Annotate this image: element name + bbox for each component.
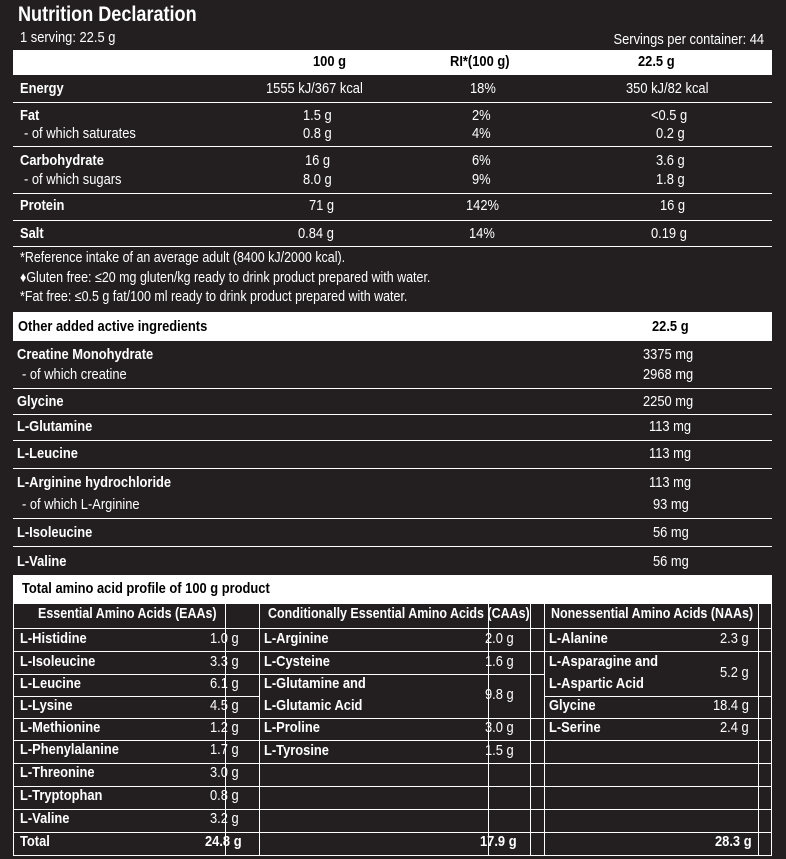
eaa-name: L-Leucine (20, 675, 81, 692)
nutrient-per100: 0.84 g (298, 225, 334, 242)
divider (13, 414, 772, 415)
divider (13, 246, 772, 247)
footnote-gluten: ♦Gluten free: ≤20 mg gluten/kg ready to drink product prepared with water. (20, 270, 431, 286)
eaa-name: L-Lysine (20, 697, 73, 714)
active-value: 2968 mg (643, 366, 694, 383)
active-name: - of which L-Arginine (22, 496, 140, 513)
divider (13, 518, 772, 519)
caa-header: Conditionally Essential Amino Acids (CAAs) (268, 606, 530, 622)
active-name: L-Glutamine (17, 418, 93, 435)
row-separator (14, 786, 771, 787)
eaa-name: L-Isoleucine (20, 653, 96, 670)
total-caa: 17.9 g (480, 833, 517, 850)
nutrient-name: Carbohydrate (20, 152, 104, 169)
nutrient-serving: 1.8 g (656, 171, 685, 188)
nutrient-per100: 1555 kJ/367 kcal (266, 80, 363, 97)
eaa-name: L-Threonine (20, 764, 95, 781)
eaa-name: L-Valine (20, 810, 70, 827)
eaa-value: 3.3 g (210, 653, 239, 670)
caa-name: L-Glutamic Acid (264, 697, 363, 714)
nutrient-ri: 14% (469, 225, 495, 242)
eaa-name: L-Tryptophan (20, 787, 103, 804)
row-separator (14, 809, 771, 810)
naa-value: 5.2 g (720, 664, 749, 681)
total-naa: 28.3 g (715, 833, 752, 850)
nutrient-name: Protein (20, 197, 65, 214)
footnote-ri: *Reference intake of an average adult (8400 kJ/2000 kcal). (20, 250, 346, 266)
caa-value: 2.0 g (485, 630, 514, 647)
active-value: 93 mg (653, 496, 689, 513)
naa-name: L-Alanine (549, 630, 608, 647)
eaa-name: L-Phenylalanine (20, 741, 119, 758)
row-separator (14, 763, 771, 764)
servings-per-container: Servings per container: 44 (613, 31, 764, 48)
active-header-label: Other added active ingredients (18, 318, 208, 335)
eaa-value: 3.2 g (210, 810, 239, 827)
nutrient-per100: 0.8 g (303, 125, 332, 142)
divider (13, 193, 772, 194)
caa-value: 3.0 g (485, 719, 514, 736)
eaa-value: 1.2 g (210, 719, 239, 736)
total-label: Total (20, 833, 50, 850)
active-name: L-Isoleucine (17, 524, 93, 541)
caa-name: L-Arginine (264, 630, 329, 647)
active-value: 113 mg (649, 474, 692, 491)
nutrient-serving: 0.2 g (656, 125, 685, 142)
nutrient-serving: 16 g (660, 197, 686, 214)
nutrient-name: - of which sugars (24, 171, 122, 188)
eaa-value: 0.8 g (210, 787, 239, 804)
naa-value: 2.3 g (720, 630, 749, 647)
eaa-value: 6.1 g (210, 675, 239, 692)
active-value: 56 mg (653, 553, 689, 570)
active-value: 113 mg (649, 445, 692, 462)
active-name: L-Leucine (17, 445, 78, 462)
divider (13, 546, 772, 547)
eaa-value: 4.5 g (210, 697, 239, 714)
eaa-value: 1.7 g (210, 741, 239, 758)
col-separator (530, 604, 531, 855)
caa-name: L-Cysteine (264, 653, 330, 670)
nutrient-serving: 0.19 g (651, 225, 687, 242)
naa-value: 2.4 g (720, 719, 749, 736)
divider (13, 146, 772, 147)
amino-acid-table (13, 603, 772, 856)
nutrient-name: Energy (20, 80, 64, 97)
naa-name: L-Asparagine and (549, 653, 658, 670)
caa-value: 1.5 g (485, 742, 514, 759)
row-separator (14, 651, 771, 652)
caa-value: 9.8 g (485, 686, 514, 703)
active-name: L-Arginine hydrochloride (17, 474, 172, 491)
nutrient-name: Salt (20, 225, 44, 242)
nutrient-ri: 4% (472, 125, 491, 142)
row-separator (14, 718, 771, 719)
nutrient-per100: 16 g (305, 152, 331, 169)
col-separator (758, 604, 759, 855)
col-header-100g: 100 g (313, 53, 346, 70)
divider (13, 468, 772, 469)
amino-profile-header (13, 575, 772, 603)
caa-name: L-Proline (264, 719, 320, 736)
naa-value: 18.4 g (713, 697, 749, 714)
footnote-fat: *Fat free: ≤0.5 g fat/100 ml ready to drink product prepared with water. (20, 289, 408, 305)
caa-value: 1.6 g (485, 653, 514, 670)
nutrient-serving: 350 kJ/82 kcal (626, 80, 709, 97)
eaa-value: 3.0 g (210, 764, 239, 781)
nutrient-ri: 142% (466, 197, 500, 214)
nutrient-name: Fat (20, 107, 40, 124)
nutrient-ri: 9% (472, 171, 491, 188)
active-header-value: 22.5 g (652, 318, 689, 335)
page-title: Nutrition Declaration (18, 3, 197, 26)
nutrient-ri: 6% (472, 152, 491, 169)
amino-profile-title: Total amino acid profile of 100 g product (22, 580, 270, 597)
nutrient-serving: <0.5 g (651, 107, 688, 124)
col-header-serving: 22.5 g (638, 53, 675, 70)
total-eaa: 24.8 g (205, 833, 242, 850)
eaa-value: 1.0 g (210, 630, 239, 647)
naa-name: L-Serine (549, 719, 601, 736)
nutrient-per100: 71 g (309, 197, 335, 214)
divider (13, 220, 772, 221)
active-name: L-Valine (17, 553, 67, 570)
nutrient-name: - of which saturates (24, 125, 136, 142)
divider (13, 388, 772, 389)
serving-size: 1 serving: 22.5 g (20, 29, 116, 46)
nutrient-per100: 8.0 g (303, 171, 332, 188)
nutrition-header-bar (13, 50, 772, 75)
caa-name: L-Tyrosine (264, 742, 329, 759)
active-value: 113 mg (649, 418, 692, 435)
col-separator (544, 604, 545, 855)
eaa-name: L-Methionine (20, 719, 101, 736)
naa-name: Glycine (549, 697, 596, 714)
active-ingredients-header (13, 312, 772, 341)
col-separator (259, 604, 260, 855)
nutrient-ri: 2% (472, 107, 491, 124)
nutrient-per100: 1.5 g (303, 107, 332, 124)
row-separator (14, 832, 771, 833)
row-separator (14, 628, 771, 629)
nutrient-serving: 3.6 g (656, 152, 685, 169)
active-name: Creatine Monohydrate (17, 346, 154, 363)
eaa-name: L-Histidine (20, 630, 87, 647)
active-value: 2250 mg (643, 393, 694, 410)
divider (13, 440, 772, 441)
nutrient-ri: 18% (470, 80, 496, 97)
active-name: - of which creatine (22, 366, 127, 383)
naa-header: Nonessential Amino Acids (NAAs) (551, 606, 754, 622)
col-header-ri: RI*(100 g) (450, 53, 510, 70)
active-value: 56 mg (653, 524, 689, 541)
active-value: 3375 mg (643, 346, 694, 363)
eaa-header: Essential Amino Acids (EAAs) (38, 606, 217, 622)
active-name: Glycine (17, 393, 64, 410)
naa-name: L-Aspartic Acid (549, 675, 644, 692)
caa-name: L-Glutamine and (264, 675, 366, 692)
divider (13, 102, 772, 103)
